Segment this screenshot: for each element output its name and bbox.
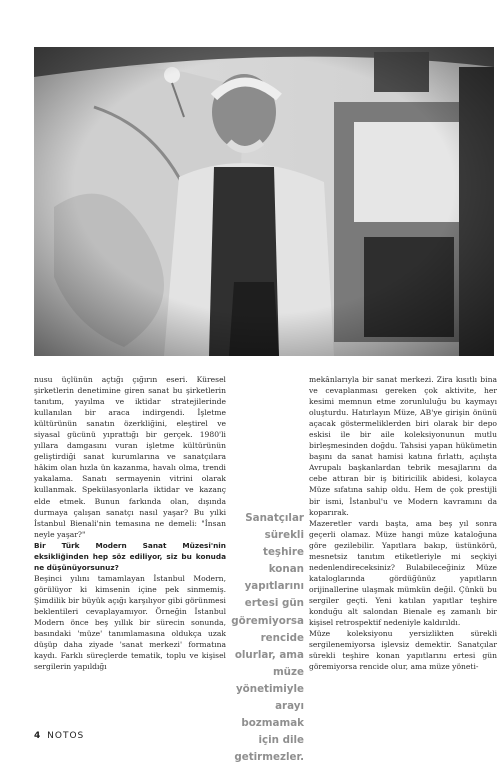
article-column-left xyxy=(34,374,226,672)
paragraph: Beşinci yılını tamamlayan İstanbul Modern, görülüyor ki kimsenin içine pek sinmemiş. Şimdilik bir büyük açığı karşılıyor gibi görünmesi beklentileri cevaplayamıyor. Örneğin İstanbul Modern önce beş yıllık bir sürecin sonunda, basındaki 'müze' tanımlamasına oldukça uzak düşüp daha ziyade 'sanat merkezi' formatına kaydı. Farklı süreçlerde tematik, toplu ve kişisel sergilerin yapıldığı xyxy=(34,573,226,672)
article-column-right xyxy=(309,374,497,672)
paragraph: Mazeretler vardı başta, ama beş yıl sonra geçerli olamaz. Müze hangi müze kataloğuna göre gezilebilir. Yapıtlara bakıp, üstünkörü, mesnetsiz tanıtım etiketleriyle mi seçkiyi nedenlendireceksiniz? Bulabileceğiniz Müze kataloglarında gördüğünüz yapıtların orijinallerine ulaşmak mümkün değil. Çünkü bu sergiler geçti. Yeni katılan yapıtlar teşhire konduğu alt salondan Bienale eş zamanlı bir kişisel retrospektif nedeniyle kaldırıldı. xyxy=(309,518,497,628)
page-number: 4 xyxy=(34,731,42,741)
pull-quote: Sanatçılar sürekli teşhire konan yapıtlarını ertesi gün göremiyorsa rencide olurlar, ama müze yönetimiyle arayı bozmamak için dile getirmezler. xyxy=(231,512,304,764)
paragraph: Müze koleksiyonu yersizlikten sürekli sergilenemiyorsa işlevsiz demektir. Sanatçılar sürekli teşhire konan yapıtlarını ertesi gün göremiyorsa rencide olur, ama müze yöneti- xyxy=(309,629,497,672)
paragraph: mekânlarıyla bir sanat merkezi. Zira kısıtlı bina ve cevaplanması gereken çok aktivite, her kesimi memnun etme zorunluluğu bu kaymayı oluşturdu. Hatırlayın Müze, AB'ye girişin önünü açacak göstermeliklerden biri olarak bir depo eskisi ile bir aile koleksiyonunun mutlu birleşmesinden doğdu. Tahsisi yapan hükümetin başını da sanat hamisi katına fırlattı, açılışta Avrupalı başkanlardan tebrik mesajlarını da cebe attıran bir iş bitiricilik abidesi, kolayca Müze sıfatına sahip oldu. Hem de çok prestijli bir ismi, İstanbul'u ve Modern kavramını da koparırak. xyxy=(309,375,497,517)
portrait-photo-icon xyxy=(34,47,494,356)
paragraph: nusu üçlünün açtığı çığırın eseri. Küresel şirketlerin denetimine giren sanat bu şirketlerin tanıtım, yayılma ve iktidar stratejilerinde kullanılan bir araca indirgendi. İşletme kültürünün sanatın özerkliğini, eleştirel ve siyasal gücünü yıprattığı bir gerçek. 1980'li yıllara damgasını vuran işletme kültürünün geliştirdiği sanat kurumlarına ve sanatçılara hâkim olan hızla ün kazanma, havalı olma, trendi yakalama. Sanatı sermayenin vitrini olarak kullanmak. Spekülasyonlarla iktidar ve kazanç elde etmek. Bunun farkında olan, dışında durmaya çalışan sanatçı nasıl yaşar? Bu yılki İstanbul Bienali'nin temasına ne demeli: "İnsan neyle yaşar?" xyxy=(34,375,226,539)
interview-question: Bir Türk Modern Sanat Müzesi'nin eksikliğinden hep söz ediliyor, siz bu konuda ne düşünüyorsunuz? xyxy=(34,540,226,572)
magazine-name: NOTOS xyxy=(47,731,85,741)
portrait-photo xyxy=(34,47,494,356)
page-footer xyxy=(34,731,84,741)
